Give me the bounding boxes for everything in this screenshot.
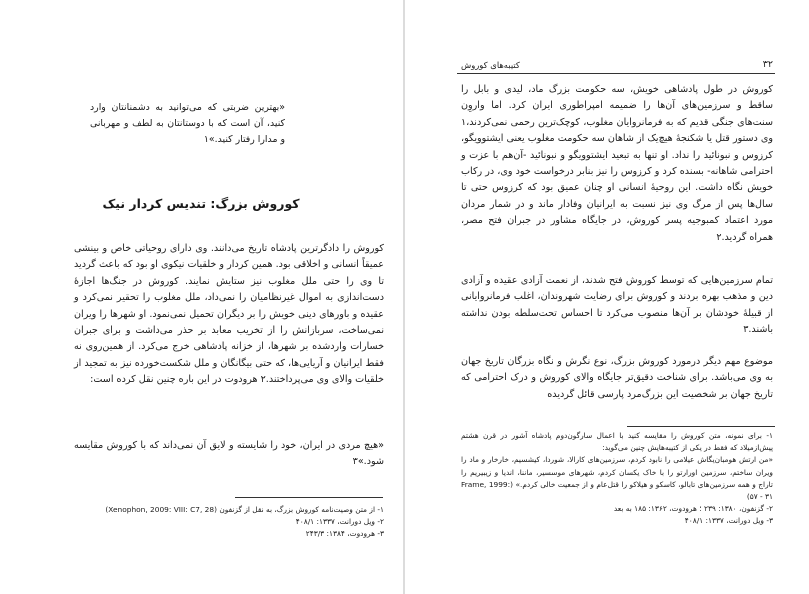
body-paragraph: کوروش را دادگرترین پادشاه تاریخ می‌دانند. وی دارای روحیاتی خاص و بینشی عمیقاً انسانی و اخلاقی بود. همین کردار و خلقیات نیکوی او بود که باعث گردید تا وی را حتی ملل مغلوب نیز ستایش نمایند. کوروش در جنگ‌ها اجازهٔ دست‌اندازی به اموال غیرنظامیان را نمی‌داد، ملل مغلوب را تحقیر نمی‌کرد و عقیده و باورهای دینی خویش را بر دیگران تحمیل نمی‌نمود. او شهرها را ویران نمی‌ساخت، سربازانش را از تخریب معابد بر حذر می‌داشت و برای جبران خسارات واردشده بر شهرها، از خزانه پادشاهی خرج می‌کرد. از همین‌روی نه فقط ایرانیان و آریایی‌ها، که حتی بیگانگان و ملل شکست‌خورده نیز به تمجید از خلقیات والای وی می‌پرداختند.۲ هرودوت در این باره چنین نقل کرده است: [74, 243, 384, 386]
footnote-3: ۳- هرودوت، ۱۳۸۴: ۲۴۳/۳ [305, 529, 384, 539]
footnote-2: ۲- گزنفون، ۱۳۸۰: ۲۳۹ ؛ هرودوت، ۱۳۶۲: ۱۸۵ به بعد [613, 504, 773, 514]
right-page [405, 0, 809, 594]
footnote-3: ۳- ویل دورانت، ۱۳۳۷: ۴۰۸/۱ [684, 516, 773, 526]
footnote-1: ۱- برای نمونه، متن کوروش را مقایسه کنید با اعمال سارگون‌دوم پادشاه آشور در قرن هشتم پیش‌ازمیلاد که فقط در یکی از کتیبه‌هایش چنین می‌گوید: [461, 431, 773, 453]
herodotus-quote: «هیچ مردی در ایران، خود را شایسته و لایق آن نمی‌داند که با کوروش مقایسه شود.»۳ [74, 440, 384, 468]
footnote-separator [627, 426, 775, 427]
header-rule [457, 73, 775, 74]
footnote-separator [235, 497, 383, 498]
page-number: ۳۲ [762, 59, 773, 70]
footnotes [461, 430, 773, 528]
paragraph-2: تمام سرزمین‌هایی که توسط کوروش فتح شدند، از نعمت آزادی عقیده و آزادی دین و مذهب بهره بردند و کوروش برای رضایت شهروندان، اغلب فرمانروایانی از قبیلهٔ خودشان بر آن‌ها منصوب می‌کرد تا احساس تحت‌سلطه بودن نداشته باشند.۳ [461, 275, 773, 336]
footnote-2: ۲- ویل دورانت، ۱۳۳۷: ۴۰۸/۱ [295, 517, 384, 527]
running-title: کتیبه‌های کوروش [461, 60, 520, 70]
section-heading: کوروش بزرگ: تندیس کردار نیک [102, 196, 300, 211]
footnotes [74, 504, 384, 541]
running-header [457, 59, 775, 73]
footnote-1-quote: «من ارتش هومبان‌یگاش عیلامی را نابود کردم، سرزمین‌های کارالا، شوردا، کیشسیم، خارخار و ماد را ویران ساختم، سرزمین اورارتو را با خاک یکسان کردم، شهرهای موسسیر، ماننا، اندیا و زیبیریم را تاراج و همه سرزمین‌های تابالو، کاسکو و هیلاکو را قتل‌عام و از جمعیت خالی کردم.» (Frame, 1999: ۵۷ - ۳۱) [461, 455, 773, 502]
opening-quote: «بهترین ضربتی که می‌توانید به دشمنانتان وارد کنید، آن است که با دوستانتان به لطف و مهربانی و مدارا رفتار کنید.»۱ [90, 102, 285, 146]
left-page [0, 0, 404, 594]
paragraph-3: موضوع مهم دیگر درمورد کوروش بزرگ، نوع نگرش و نگاه بزرگان تاریخ جهان به وی می‌باشد. برای شناخت دقیق‌تر جایگاه والای کوروش و درک احترامی که تاریخ جهان بر شخصیت این بزرگ‌مرد پارسی قائل گردیده [461, 356, 773, 400]
footnote-1: ۱- از متن وصیت‌نامه کوروش بزرگ، به نقل از گزنفون (Xenophon, 2009: VIII: C7, 28) [105, 505, 384, 514]
paragraph-1: کوروش در طول پادشاهی خویش، سه حکومت بزرگ ماد، لیدی و بابل را ساقط و سرزمین‌های آن‌ها را ضمیمه امپراطوری ایران کرد. اما واروِن سنت‌های جنگی قدیم که به فرمانروایان مغلوب، کوچک‌ترین رحمی نمی‌کردند،۱ وی دستور قتل یا شکنجهٔ هیچ‌یک از شاهان سه حکومت مغلوب یعنی ایشتوویگو، کرزوس و نبونائید را نداد. او تنها به تبعید ایشتوویگو و نبونائید -آن‌هم با عزت و احترامی شاهانه- بسنده کرد و کرزوس را نیز بنابر درخواست خود وی، در رکاب خویش نگاه داشت. این روحیهٔ انسانی او چنان عمیق بود که کرزوس حتی تا سال‌ها پس از مرگ وی نیز نسبت به ایرانیان وفادار ماند و در شمار مردان مورد اعتماد کمبوجیه پسر کوروش، در جایگاه مشاور در جبران فتح مصر، همراه گردید.۲ [461, 84, 773, 243]
